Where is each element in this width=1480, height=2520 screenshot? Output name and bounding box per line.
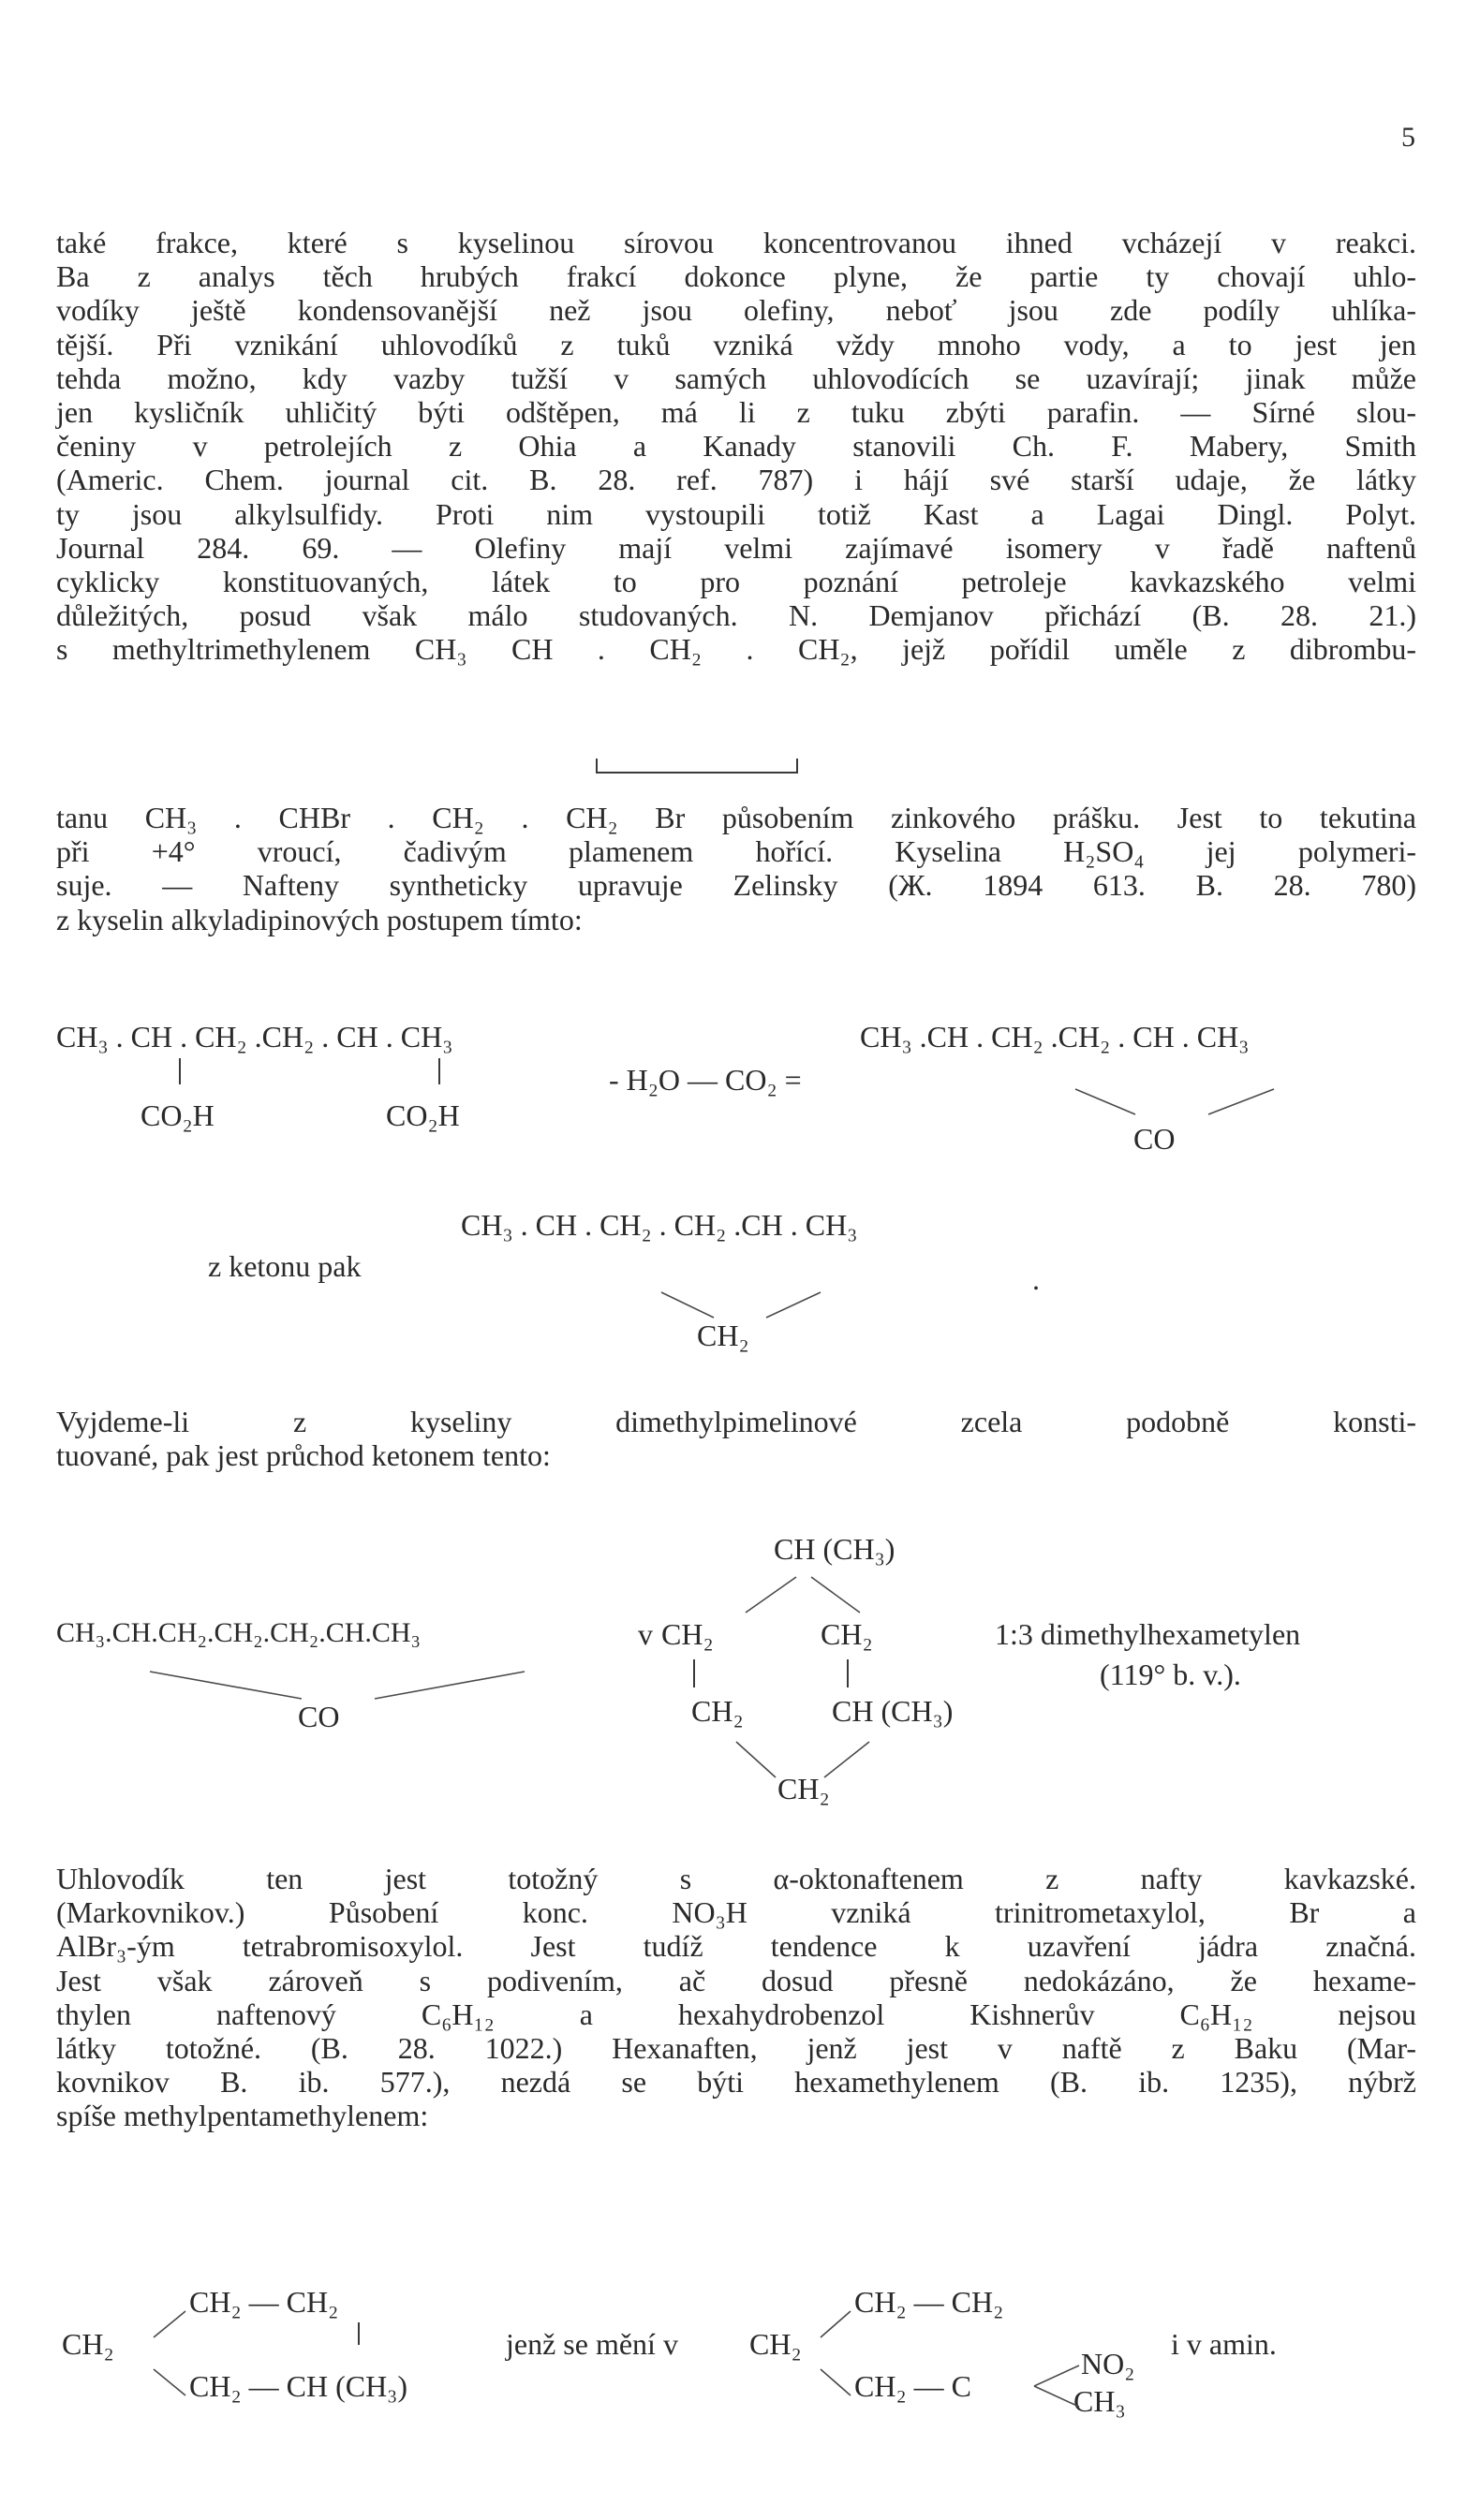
- text-line: suje. — Nafteny syntheticky upravuje Zelinsky (Ж. 1894 613. B. 28. 780): [56, 868, 1416, 903]
- text-line: tanu CH₃ . CHBr . CH₂ . CH₂ Br působením zinkového prášku. Jest to tekutina: [56, 801, 1416, 834]
- ring-atom: CH₂: [661, 1617, 714, 1651]
- ring-atom: CH₂: [777, 1772, 830, 1805]
- boiling-point: (119° b. v.).: [1100, 1658, 1241, 1691]
- ring-atom: CH₂: [821, 1617, 873, 1651]
- text-line: (Markovnikov.) Působení konc. NO₃H vzniká trinitrometaxylol, Br a: [56, 1895, 1416, 1930]
- formula-top-right: CH₂ — CH₂: [854, 2285, 1004, 2319]
- formula-chain: CH₃.CH.CH₂.CH₂.CH₂.CH.CH₃: [56, 1617, 422, 1648]
- formula-bottom-right: CH₂ — C: [854, 2369, 971, 2403]
- text-line: vodíky ještě kondensovanější než jsou olefiny, neboť jsou zde podíly uhlíka-: [56, 293, 1416, 328]
- text-line: Journal 284. 69. — Olefiny mají velmi zajímavé isomery v řadě naftenů: [56, 530, 1416, 565]
- formula-intro: z ketonu pak: [208, 1249, 362, 1283]
- ring-atom: CH₂: [691, 1694, 744, 1728]
- text-line: Uhlovodík ten jest totožný s α-oktonaftenem z nafty kavkazské.: [56, 1862, 1416, 1895]
- formula-top-left: CH₂ — CH₂: [189, 2285, 339, 2319]
- formula-right-ch2: CH₂: [749, 2327, 802, 2361]
- formula-left-chain: CH₃ . CH . CH₂ .CH₂ . CH . CH₃: [56, 1020, 453, 1054]
- formula-methyl: CH₃: [1073, 2384, 1126, 2418]
- text-line: při +4° vroucí, čadivým plamenem hořící. Kyselina H₂SO₄ jej polymeri-: [56, 834, 1416, 869]
- text-line: také frakce, které s kyselinou sírovou koncentrovanou ihned vcházejí v reakci.: [56, 226, 1416, 259]
- formula-chain: CH₃ . CH . CH₂ . CH₂ .CH . CH₃: [461, 1208, 858, 1242]
- formula-right-chain: CH₃ .CH . CH₂ .CH₂ . CH . CH₃: [860, 1020, 1250, 1054]
- text-line: cyklicky konstituovaných, látek to pro poznání petroleje kavkazského velmi: [56, 564, 1416, 598]
- text-line: jen kysličník uhličitý býti odštěpen, má li z tuku zbýti parafin. — Sírné slou-: [56, 394, 1416, 429]
- text-line: z kyselin alkyladipinových postupem tímto:: [56, 902, 583, 936]
- text-line: důležitých, posud však málo studovaných. N. Demjanov přichází (B. 28. 21.): [56, 598, 1416, 633]
- formula-ketone: CO: [1133, 1122, 1176, 1156]
- compound-name: 1:3 dimethylhexametylen: [995, 1617, 1301, 1651]
- formula-middle-text: jenž se mění v: [506, 2327, 678, 2361]
- text-line: tehda možno, kdy vazby tužší v samých uhlovodících se uzavírají; jinak může: [56, 361, 1416, 395]
- text-line: thylen naftenový C₆H₁₂ a hexahydrobenzol Kishnerův C₆H₁₂ nejsou: [56, 1997, 1416, 2031]
- formula-tail: i v amin.: [1171, 2327, 1277, 2361]
- formula-nitro: NO₂: [1081, 2347, 1135, 2380]
- text-line: čeniny v petrolejích z Ohia a Kanady stanovili Ch. F. Mabery, Smith: [56, 429, 1416, 464]
- ring-atom: CH (CH₃): [832, 1694, 954, 1728]
- text-line: tuované, pak jest průchod ketonem tento:: [56, 1438, 551, 1473]
- text-line: (Americ. Chem. journal cit. B. 28. ref. 787) i hájí své starší udaje, že látky: [56, 463, 1416, 497]
- text-line: AlBr₃-ým tetrabromisoxylol. Jest tudíž tendence k uzavření jádra značná.: [56, 1929, 1416, 1964]
- text-line: látky totožné. (B. 28. 1022.) Hexanaften, jenž jest v naftě z Baku (Mar-: [56, 2030, 1416, 2065]
- text-line: Ba z analys těch hrubých frakcí dokonce plyne, že partie ty chovají uhlo-: [56, 259, 1416, 294]
- text-line: Jest však zároveň s podivením, ač dosud přesně nedokázáno, že hexame-: [56, 1963, 1416, 1997]
- formula-bottom-left: CH₂ — CH (CH₃): [189, 2369, 407, 2403]
- text-line: s methyltrimethylenem CH₃ CH . CH₂ . CH₂, jejž pořídil uměle z dibrombu-: [56, 632, 1416, 667]
- formula-bridge: CH₂: [697, 1319, 749, 1352]
- formula-left-ch2: CH₂: [62, 2327, 114, 2361]
- ring-atom: CH (CH₃): [774, 1532, 895, 1566]
- text-line: spíše methylpentamethylenem:: [56, 2099, 429, 2133]
- formula-carboxyl: CO₂H: [141, 1098, 215, 1132]
- text-line: tější. Při vznikání uhlovodíků z tuků vzniká vždy mnoho vody, a to jest jen: [56, 327, 1416, 361]
- page-number: 5: [1401, 122, 1415, 153]
- text-line: kovnikov B. ib. 577.), nezdá se býti hexamethylenem (B. ib. 1235), nýbrž: [56, 2065, 1416, 2100]
- formula-dot: .: [1032, 1262, 1040, 1296]
- text-line: ty jsou alkylsulfidy. Proti nim vystoupili totiž Kast a Lagai Dingl. Polyt.: [56, 496, 1416, 531]
- text-line: Vyjdeme-li z kyseliny dimethylpimelinové zcela podobně konsti-: [56, 1405, 1416, 1438]
- formula-ketone: CO: [298, 1700, 340, 1733]
- formula-carboxyl: CO₂H: [386, 1098, 460, 1132]
- formula-reaction: - H₂O — CO₂ =: [609, 1063, 802, 1097]
- formula-v: v: [638, 1617, 653, 1651]
